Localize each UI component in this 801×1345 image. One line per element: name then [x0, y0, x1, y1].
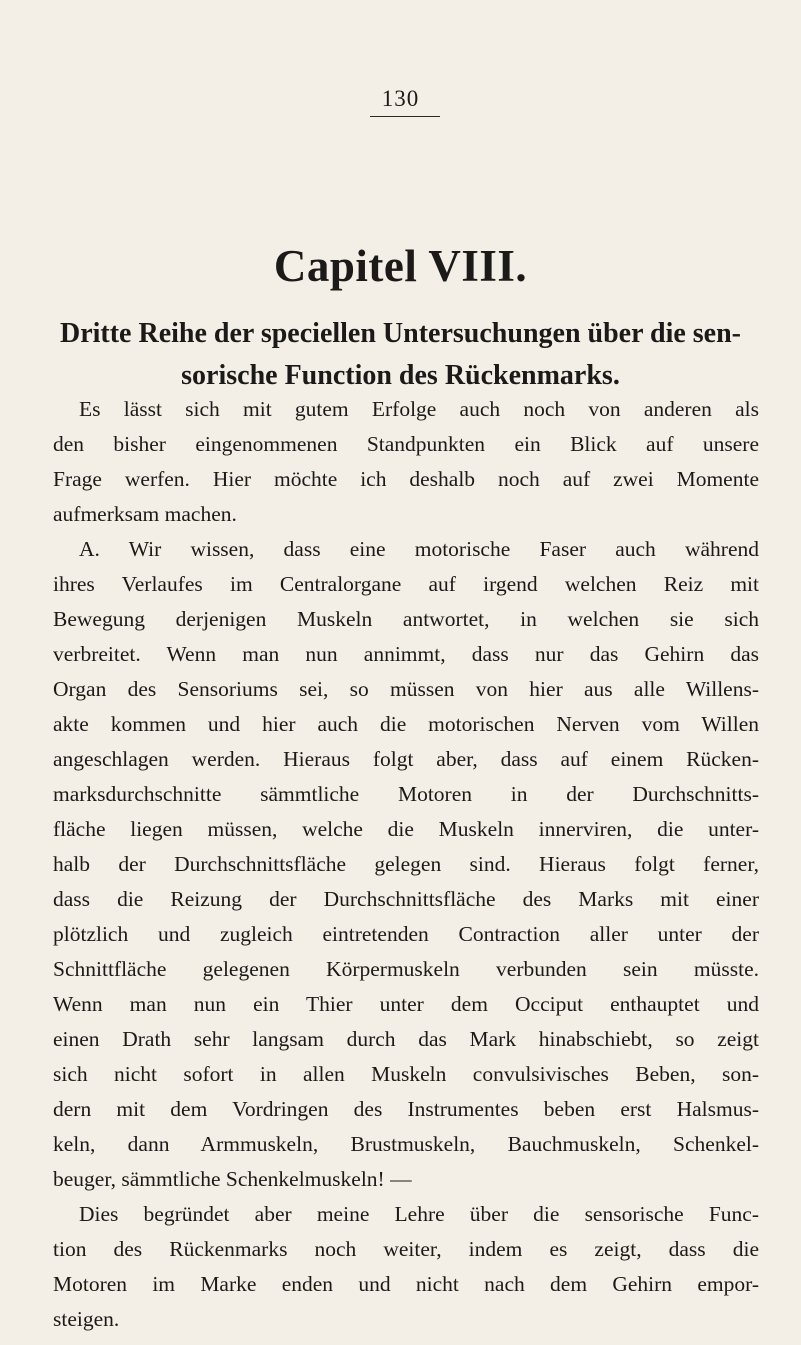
text-line: aufmerksam machen.: [53, 502, 237, 526]
text-line: A. Wir wissen, dass eine motorische Faser auch während: [79, 537, 759, 561]
text-line: keln, dann Armmuskeln, Brustmuskeln, Bauchmuskeln, Schenkel-: [53, 1132, 759, 1156]
text-line: Motoren im Marke enden und nicht nach dem Gehirn empor-: [53, 1272, 759, 1296]
text-line: sich nicht sofort in allen Muskeln convulsivisches Beben, son-: [53, 1062, 759, 1086]
text-line: Organ des Sensoriums sei, so müssen von hier aus alle Willens-: [53, 677, 759, 701]
text-line: angeschlagen werden. Hieraus folgt aber, dass auf einem Rücken-: [53, 747, 759, 771]
page-number-underline: [370, 116, 440, 117]
section-title-line: sorische Function des Rückenmarks.: [181, 360, 620, 391]
text-line: steigen.: [53, 1307, 120, 1331]
section-title: [38, 313, 763, 397]
chapter-heading: Capitel VIII.: [273, 241, 528, 291]
page-number: 130: [381, 86, 420, 111]
text-line: den bisher eingenommenen Standpunkten ein Blick auf unsere: [53, 432, 759, 456]
text-line: einen Drath sehr langsam durch das Mark hinabschiebt, so zeigt: [53, 1027, 759, 1051]
text-line: fläche liegen müssen, welche die Muskeln innerviren, die unter-: [53, 817, 759, 841]
text-line: dass die Reizung der Durchschnittsfläche des Marks mit einer: [53, 887, 759, 911]
text-line: verbreitet. Wenn man nun annimmt, dass nur das Gehirn das: [53, 642, 759, 666]
text-line: Dies begründet aber meine Lehre über die sensorische Func-: [79, 1202, 759, 1226]
section-title-line: Dritte Reihe der speciellen Untersuchungen über die sen-: [59, 318, 742, 349]
body-text: [53, 392, 759, 1337]
paragraph-intro: [53, 392, 759, 532]
paragraph-a: [53, 532, 759, 1197]
text-line: beuger, sämmtliche Schenkelmuskeln! —: [53, 1167, 412, 1191]
text-line: halb der Durchschnittsfläche gelegen sind. Hieraus folgt ferner,: [53, 852, 759, 876]
text-line: plötzlich und zugleich eintretenden Contraction aller unter der: [53, 922, 759, 946]
text-line: Es lässt sich mit gutem Erfolge auch noch von anderen als: [79, 397, 759, 421]
text-line: akte kommen und hier auch die motorischen Nerven vom Willen: [53, 712, 759, 736]
text-line: Bewegung derjenigen Muskeln antwortet, in welchen sie sich: [53, 607, 759, 631]
text-line: dern mit dem Vordringen des Instrumentes beben erst Halsmus-: [53, 1097, 759, 1121]
text-line: Frage werfen. Hier möchte ich deshalb noch auf zwei Momente: [53, 467, 759, 491]
paragraph-conclusion: [53, 1197, 759, 1337]
text-line: Wenn man nun ein Thier unter dem Occiput enthauptet und: [53, 992, 759, 1016]
text-line: ihres Verlaufes im Centralorgane auf irgend welchen Reiz mit: [53, 572, 759, 596]
text-line: tion des Rückenmarks noch weiter, indem es zeigt, dass die: [53, 1237, 759, 1261]
text-line: marksdurchschnitte sämmtliche Motoren in der Durchschnitts-: [53, 782, 759, 806]
text-line: Schnittfläche gelegenen Körpermuskeln verbunden sein müsste.: [53, 957, 759, 981]
